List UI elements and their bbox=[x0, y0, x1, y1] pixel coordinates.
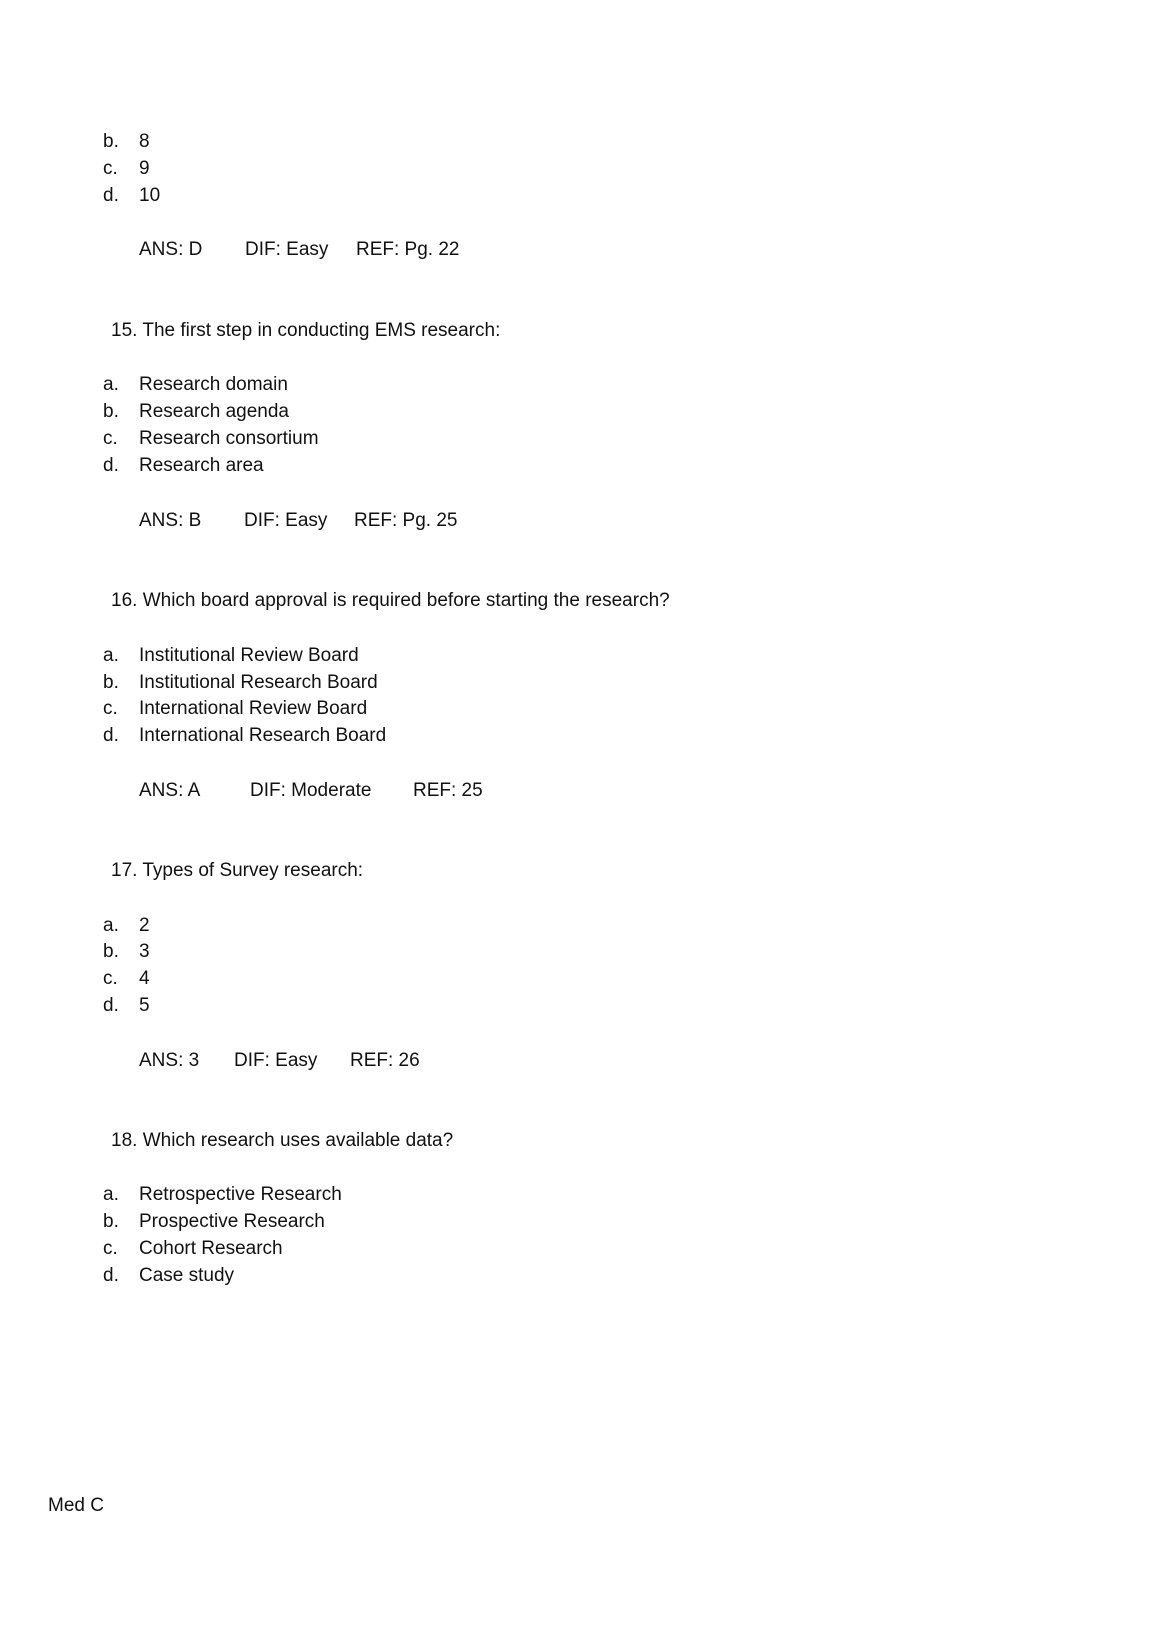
question-prompt: 16. Which board approval is required before starting the research? bbox=[111, 590, 670, 611]
difficulty: DIF: Easy bbox=[244, 510, 328, 531]
page-footer: Med C bbox=[48, 1495, 104, 1516]
reference: REF: 25 bbox=[413, 780, 483, 801]
answer-key: ANS: A bbox=[139, 780, 201, 801]
reference: REF: Pg. 25 bbox=[354, 510, 458, 531]
question-prompt: 17. Types of Survey research: bbox=[111, 860, 364, 881]
answer-key: ANS: D bbox=[139, 239, 203, 260]
answer-key: ANS: 3 bbox=[139, 1050, 200, 1071]
difficulty: DIF: Moderate bbox=[250, 780, 372, 801]
answer-key: ANS: B bbox=[139, 510, 202, 531]
question-prompt: 15. The first step in conducting EMS research: bbox=[111, 320, 501, 341]
question-prompt: 18. Which research uses available data? bbox=[111, 1130, 454, 1151]
difficulty: DIF: Easy bbox=[234, 1050, 318, 1071]
reference: REF: 26 bbox=[350, 1050, 420, 1071]
difficulty: DIF: Easy bbox=[245, 239, 329, 260]
reference: REF: Pg. 22 bbox=[356, 239, 460, 260]
